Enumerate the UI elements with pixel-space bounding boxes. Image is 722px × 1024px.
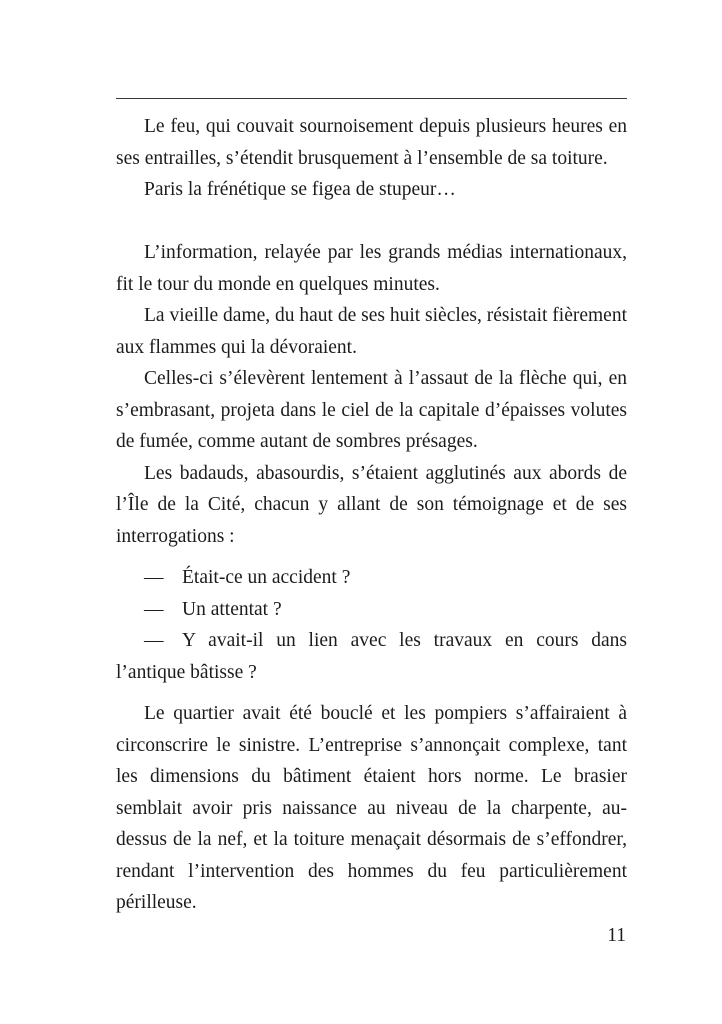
dialogue-line — [116, 562, 627, 594]
dialogue-text: Y avait-il un lien avec les travaux en cours dans l’antique bâtisse ? — [116, 630, 627, 683]
dialogue-dash: — — [144, 567, 164, 588]
section-break — [116, 206, 627, 238]
dialogue-line — [116, 625, 627, 688]
paragraph: La vieille dame, du haut de ses huit siècles, résistait fièrement aux flammes qui la dévoraient. — [116, 305, 628, 358]
body-text — [116, 111, 627, 919]
dialogue-text: Un attentat ? — [182, 598, 282, 620]
paragraph: Le quartier avait été bouclé et les pompiers s’affairaient à circonscrire le sinistre. L’entreprise s’annonçait complexe, tant les dimensions du bâtiment étaient hors norme. Le brasier semblait avoir pris naissance au niveau de la charpente, au-dessus de la nef, et la toiture menaçait désormais de s’effondrer, rendant l’intervention des hommes du feu particulièrement périlleuse. — [116, 703, 627, 913]
paragraph: Celles-ci s’élevèrent lentement à l’assaut de la flèche qui, en s’embrasant, projeta dans le ciel de la capitale d’épaisses volutes de fumée, comme autant de sombres présages. — [116, 368, 627, 452]
dialogue-line — [116, 594, 627, 626]
spacer — [116, 552, 627, 562]
page-number: 11 — [607, 925, 626, 946]
paragraph: Les badauds, abasourdis, s’étaient agglutinés aux abords de l’Île de la Cité, chacun y allant de son témoignage et de ses interrogations : — [116, 462, 627, 547]
dialogue-text: Était-ce un accident ? — [182, 567, 351, 588]
dialogue-dash: — — [144, 630, 164, 651]
spacer — [116, 688, 627, 698]
paragraph: Paris la frénétique se figea de stupeur… — [144, 179, 456, 200]
dialogue-dash: — — [144, 598, 164, 620]
paragraph: L’information, relayée par les grands médias internationaux, fit le tour du monde en quelques minutes. — [116, 242, 627, 295]
header-rule — [116, 98, 627, 99]
paragraph: Le feu, qui couvait sournoisement depuis plusieurs heures en ses entrailles, s’étendit brusquement à l’ensemble de sa toiture. — [116, 116, 627, 169]
